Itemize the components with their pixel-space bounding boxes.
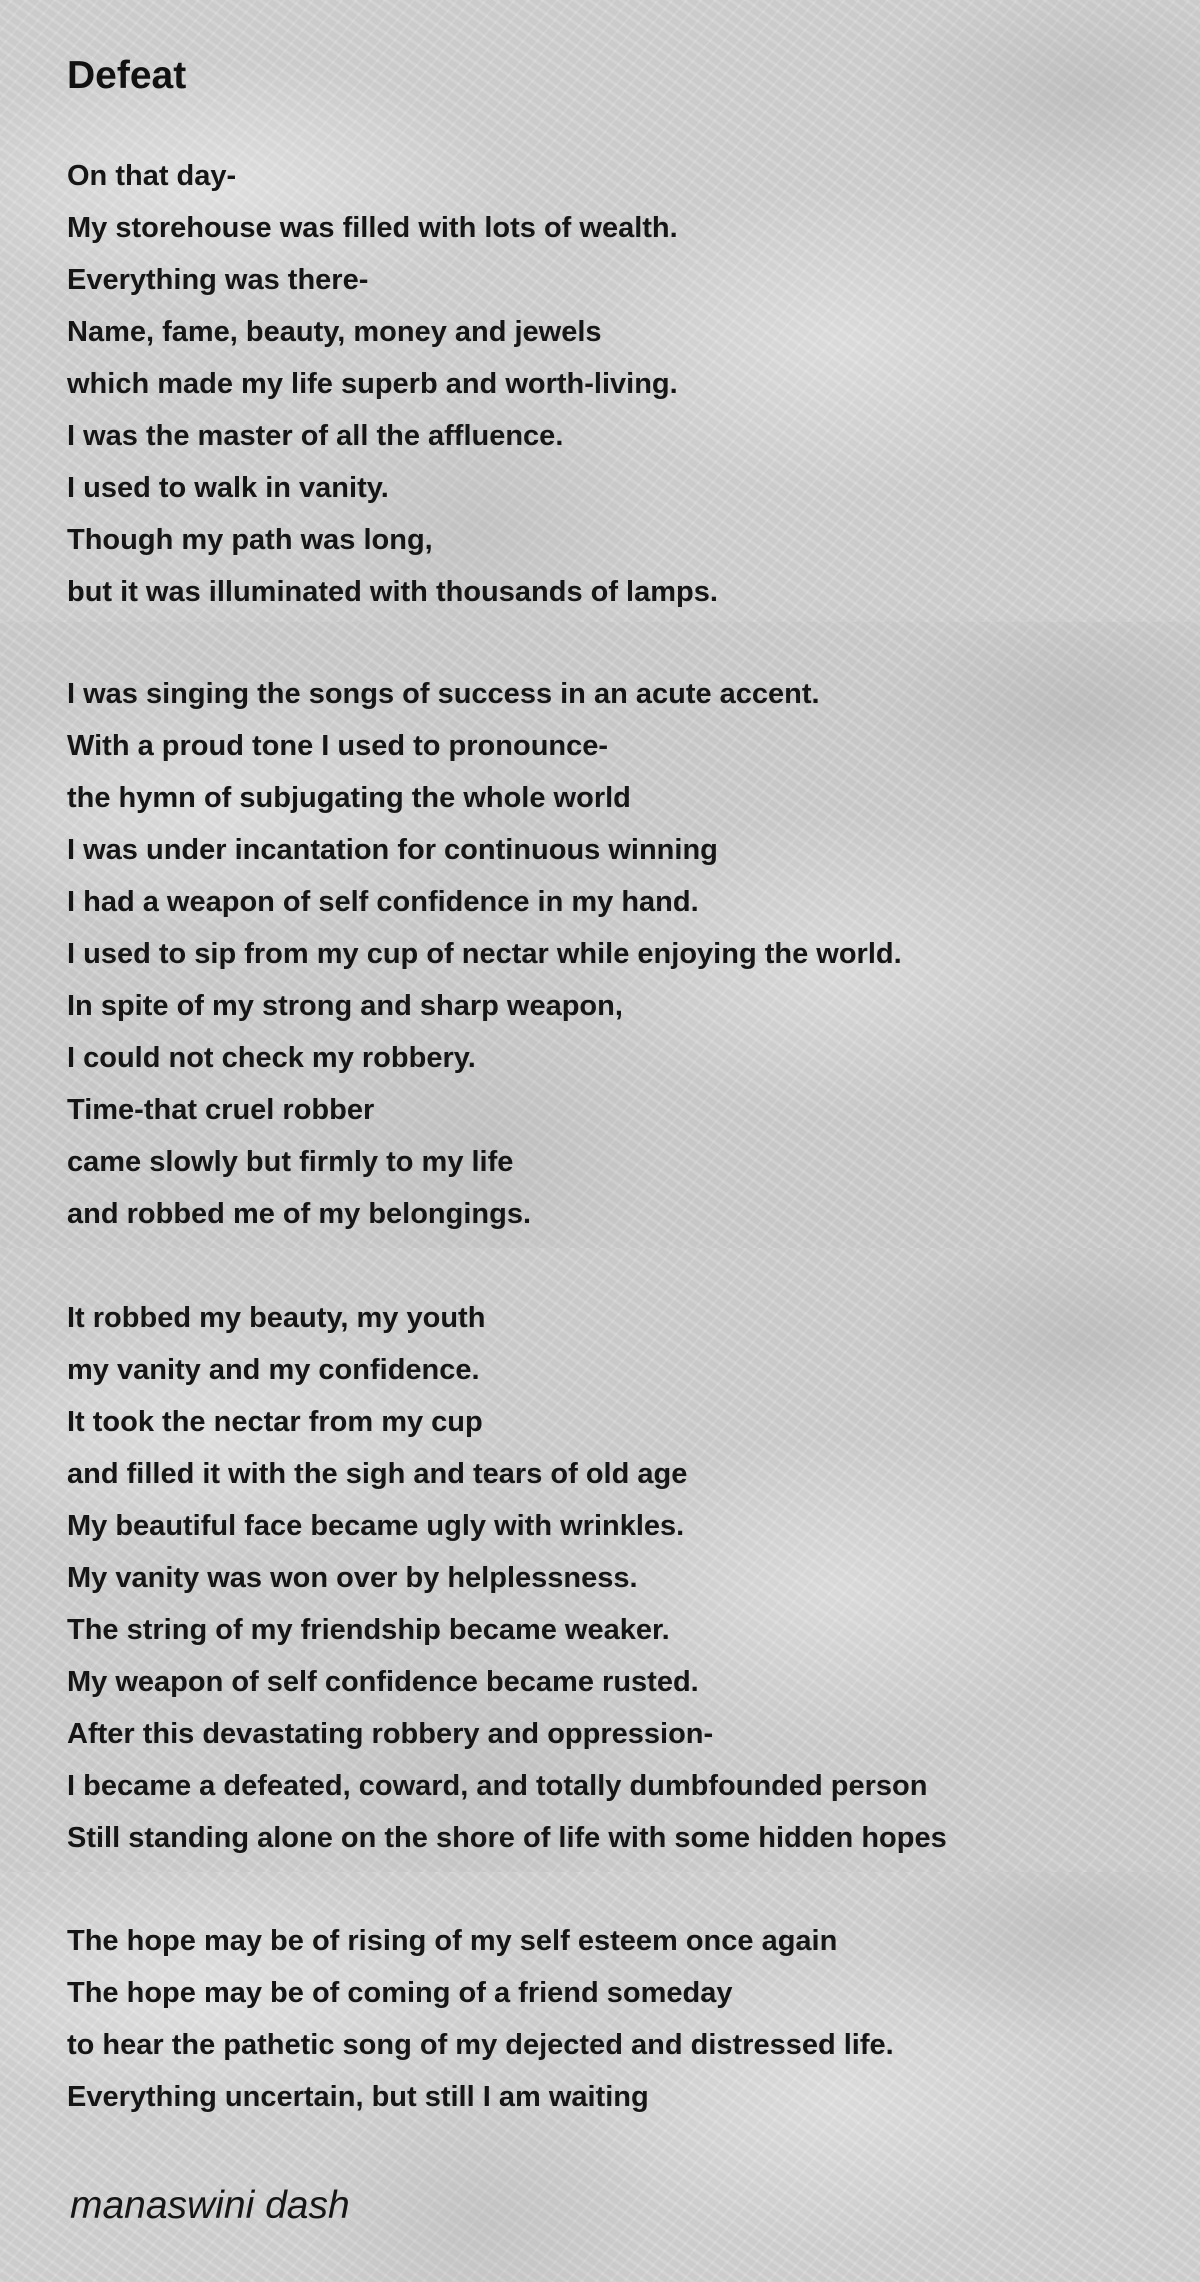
stanza-1	[67, 150, 718, 618]
poem-line: I was under incantation for continuous winning	[67, 834, 718, 866]
poem-line: my vanity and my confidence.	[67, 1354, 480, 1386]
poem-line: came slowly but firmly to my life	[67, 1146, 514, 1178]
poem-author: manaswini dash	[70, 2184, 350, 2227]
poem-line: The hope may be of coming of a friend someday	[67, 1977, 733, 2009]
poem-line: The string of my friendship became weaker.	[67, 1614, 670, 1646]
poem-line: Still standing alone on the shore of life with some hidden hopes	[67, 1822, 947, 1854]
poem-line: I could not check my robbery.	[67, 1042, 476, 1074]
poem-line: Everything uncertain, but still I am waiting	[67, 2081, 649, 2113]
poem-line: The hope may be of rising of my self esteem once again	[67, 1925, 838, 1957]
poem-line: With a proud tone I used to pronounce-	[67, 730, 609, 762]
poem-line: and filled it with the sigh and tears of old age	[67, 1458, 688, 1490]
poem-line: After this devastating robbery and oppression-	[67, 1718, 714, 1750]
poem-line: which made my life superb and worth-living.	[67, 368, 678, 400]
poem-line: I was the master of all the affluence.	[67, 420, 564, 452]
poem-line: It robbed my beauty, my youth	[67, 1302, 486, 1334]
poem-line: In spite of my strong and sharp weapon,	[67, 990, 623, 1022]
poem-line: My storehouse was filled with lots of wealth.	[67, 212, 678, 244]
poem-line: Name, fame, beauty, money and jewels	[67, 316, 602, 348]
poem-line: the hymn of subjugating the whole world	[67, 782, 631, 814]
poem-line: Time-that cruel robber	[67, 1094, 375, 1126]
poem-line: to hear the pathetic song of my dejected and distressed life.	[67, 2029, 894, 2061]
poem-line: Everything was there-	[67, 264, 369, 296]
poem-line: but it was illuminated with thousands of lamps.	[67, 576, 718, 608]
poem-line: My beautiful face became ugly with wrinkles.	[67, 1510, 685, 1542]
poem-line: On that day-	[67, 160, 237, 192]
stanza-2	[67, 668, 902, 1240]
poem-line: I became a defeated, coward, and totally dumbfounded person	[67, 1770, 928, 1802]
poem-line: Though my path was long,	[67, 524, 433, 556]
poem-line: It took the nectar from my cup	[67, 1406, 483, 1438]
poem-line: I used to sip from my cup of nectar while enjoying the world.	[67, 938, 902, 970]
poem-line: and robbed me of my belongings.	[67, 1198, 532, 1230]
poem-line: I used to walk in vanity.	[67, 472, 389, 504]
stanza-4	[67, 1915, 894, 2123]
poem-title: Defeat	[67, 54, 187, 97]
poem-line: I had a weapon of self confidence in my hand.	[67, 886, 699, 918]
stanza-3	[67, 1292, 947, 1864]
poem-line: I was singing the songs of success in an acute accent.	[67, 678, 820, 710]
poem-line: My weapon of self confidence became rusted.	[67, 1666, 699, 1698]
poem-line: My vanity was won over by helplessness.	[67, 1562, 638, 1594]
